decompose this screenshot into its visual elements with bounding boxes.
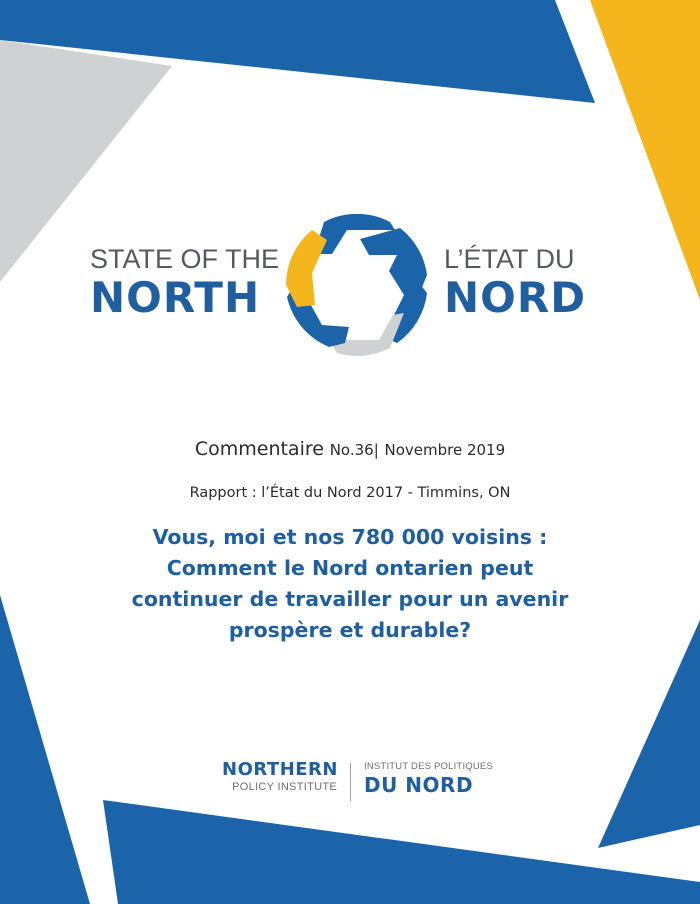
logo-french-line1: L’ÉTAT DU: [444, 244, 575, 274]
commentary-date: Novembre 2019: [384, 441, 506, 459]
publisher-name-english: NORTHERN: [222, 759, 338, 780]
publisher-name-french: DU NORD: [364, 773, 474, 797]
aperture-blade-left: [286, 230, 327, 307]
publisher-divider: [350, 763, 351, 801]
commentary-separator: |: [373, 441, 379, 459]
aperture-logo-icon: [282, 210, 432, 360]
title-line: prospère et durable?: [228, 618, 472, 642]
publisher-sub-french: INSTITUT DES POLITIQUES: [364, 761, 493, 772]
publisher-logo-english: [222, 760, 337, 794]
publisher-sub-english: POLICY INSTITUTE: [232, 781, 337, 793]
title-line: continuer de travailler pour un avenir: [131, 587, 569, 611]
logo-french-line2: NORD: [444, 273, 587, 322]
publisher-logo-french: [364, 760, 494, 797]
title-line: Comment le Nord ontarien peut: [166, 556, 534, 580]
report-line: Rapport : l’État du Nord 2017 - Timmins, ON: [189, 485, 511, 501]
commentary-line: [0, 438, 700, 460]
right-blue-shape: [598, 620, 700, 848]
commentary-prefix: Commentaire: [194, 438, 324, 460]
bottom-blue-shape: [103, 800, 700, 904]
logo-english-line2: NORTH: [90, 273, 261, 322]
logo-french: [444, 244, 624, 322]
title-line: Vous, moi et nos 780 000 voisins :: [152, 525, 548, 549]
logo-english-line1: STATE OF THE: [90, 244, 280, 274]
logo-english: [90, 244, 280, 322]
commentary-number: No.36: [329, 441, 374, 459]
document-title: [70, 522, 630, 646]
